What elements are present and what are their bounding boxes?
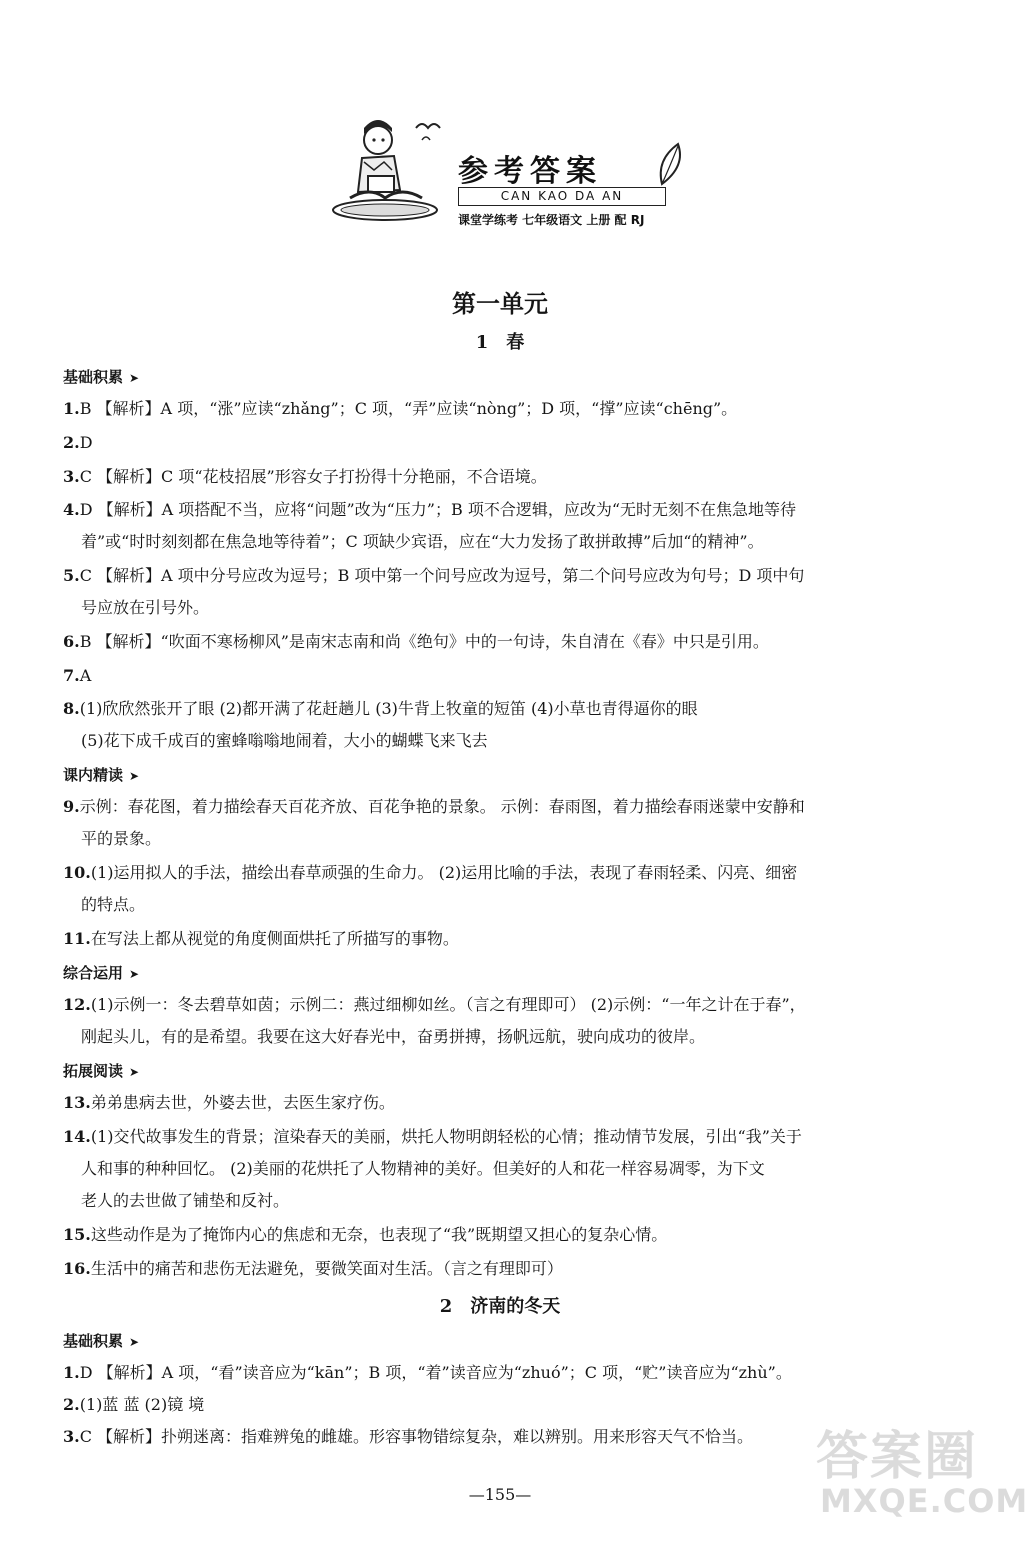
answer-line: 的特点。: [81, 895, 146, 914]
lesson-title: [0, 1292, 1000, 1318]
page-number: —155—: [468, 1485, 532, 1504]
book-subtitle: 课堂学练考 七年级语文 上册 配 RJ: [458, 213, 645, 227]
lesson-name: 济南的冬天: [470, 1296, 561, 1317]
answer-line: 6.B 【解析】“吹面不寒杨柳风”是南宋志南和尚《绝句》中的一句诗，朱自清在《春》中只是引用。: [63, 632, 769, 651]
answer-line: 老人的去世做了铺垫和反衬。: [81, 1191, 290, 1210]
answer-line: 10.(1)运用拟人的手法，描绘出春草顽强的生命力。 (2)运用比喻的手法，表现了春雨轻柔、闪亮、细密: [63, 863, 798, 882]
lesson-number: 1: [475, 332, 489, 353]
answer-line: 13.弟弟患病去世，外婆去世，去医生家疗伤。: [63, 1093, 395, 1112]
answer-line: 14.(1)交代故事发生的背景；渲染春天的美丽，烘托人物明朗轻松的心情；推动情节发展，引出“我”关于: [63, 1127, 802, 1146]
answer-line: (5)花下成千成百的蜜蜂嗡嗡地闹着，大小的蝴蝶飞来飞去: [81, 731, 488, 750]
lesson-title: [0, 328, 1000, 354]
section-heading: [63, 366, 139, 387]
answer-line: 着”或“时时刻刻都在焦急地等待着”；C 项缺少宾语，应在“大力发扬了敢拼敢搏”后加“的精神”。: [81, 532, 764, 551]
section-heading: [63, 1330, 139, 1351]
answer-key-title: 参考答案: [458, 154, 602, 189]
answer-line: 平的景象。: [81, 829, 162, 848]
answer-line: 7.A: [63, 666, 92, 685]
answer-line: 11.在写法上都从视觉的角度侧面烘托了所描写的事物。: [63, 929, 459, 948]
answer-key-pinyin: CAN KAO DA AN: [458, 187, 666, 206]
answer-line: 2.(1)蓝 蓝 (2)镜 境: [63, 1395, 205, 1414]
answer-line: 1.D 【解析】A 项，“看”读音应为“kān”；B 项，“着”读音应为“zhuó”；C 项，“贮”读音应为“zhù”。: [63, 1363, 792, 1382]
header-logo: [330, 110, 730, 230]
answer-line: 刚起头儿，有的是希望。我要在这大好春光中，奋勇拼搏，扬帆远航，驶向成功的彼岸。: [81, 1027, 706, 1046]
watermark-logo-text: 答案圈: [816, 1427, 979, 1487]
answer-line: 2.D: [63, 433, 93, 452]
section-label: 基础积累: [63, 1332, 124, 1350]
site-watermark: [806, 1408, 1028, 1528]
answer-line: 3.C 【解析】扑朔迷离：指难辨兔的雌雄。形容事物错综复杂，难以辨别。用来形容天气不恰当。: [63, 1427, 754, 1446]
arrow-icon: ➤: [129, 967, 140, 981]
leaf-decoration-icon: [652, 140, 692, 190]
lesson-number: 2: [439, 1296, 453, 1317]
unit-title: 第一单元: [452, 290, 548, 318]
answer-line: 人和事的种种回忆。 (2)美丽的花烘托了人物精神的美好。但美好的人和花一样容易凋零，为下文: [81, 1159, 765, 1178]
section-label: 综合运用: [63, 964, 124, 982]
section-label: 课内精读: [63, 766, 124, 784]
answer-line: 15.这些动作是为了掩饰内心的焦虑和无奈，也表现了“我”既期望又担心的复杂心情。: [63, 1225, 668, 1244]
section-heading: [63, 764, 139, 785]
answer-line: 8.(1)欣欣然张开了眼 (2)都开满了花赶趟儿 (3)牛背上牧童的短笛 (4)小草也青得逼你的眼: [63, 699, 698, 718]
arrow-icon: ➤: [129, 1065, 140, 1079]
arrow-icon: ➤: [129, 1335, 140, 1349]
answer-line: 12.(1)示例一：冬去碧草如茵；示例二：燕过细柳如丝。（言之有理即可） (2)示例：“一年之计在于春”，: [63, 995, 806, 1014]
answer-line: 9.示例：春花图，着力描绘春天百花齐放、百花争艳的景象。 示例：春雨图，着力描绘春雨迷蒙中安静和: [63, 797, 805, 816]
arrow-icon: ➤: [129, 371, 140, 385]
section-heading: [63, 962, 139, 983]
answer-line: 16.生活中的痛苦和悲伤无法避免，要微笑面对生活。（言之有理即可）: [63, 1259, 563, 1278]
watermark-url-text: MXQE.COM: [820, 1482, 1028, 1520]
lesson-name: 春: [506, 332, 525, 353]
answer-line: 3.C 【解析】C 项“花枝招展”形容女子打扮得十分艳丽，不合语境。: [63, 467, 547, 486]
arrow-icon: ➤: [129, 769, 140, 783]
section-heading: [63, 1060, 139, 1081]
section-label: 基础积累: [63, 368, 124, 386]
student-reading-illustration: [330, 110, 450, 225]
answer-line: 号应放在引号外。: [81, 598, 210, 617]
answer-line: 5.C 【解析】A 项中分号应改为逗号；B 项中第一个问号应改为逗号，第二个问号应改为句号；D 项中句: [63, 566, 805, 585]
section-label: 拓展阅读: [63, 1062, 124, 1080]
answer-line: 1.B 【解析】A 项，“涨”应读“zhǎng”；C 项，“弄”应读“nòng”；D 项，“撑”应读“chēng”。: [63, 399, 738, 418]
answer-line: 4.D 【解析】A 项搭配不当，应将“问题”改为“压力”；B 项不合逻辑，应改为“无时无刻不在焦急地等待: [63, 500, 797, 519]
